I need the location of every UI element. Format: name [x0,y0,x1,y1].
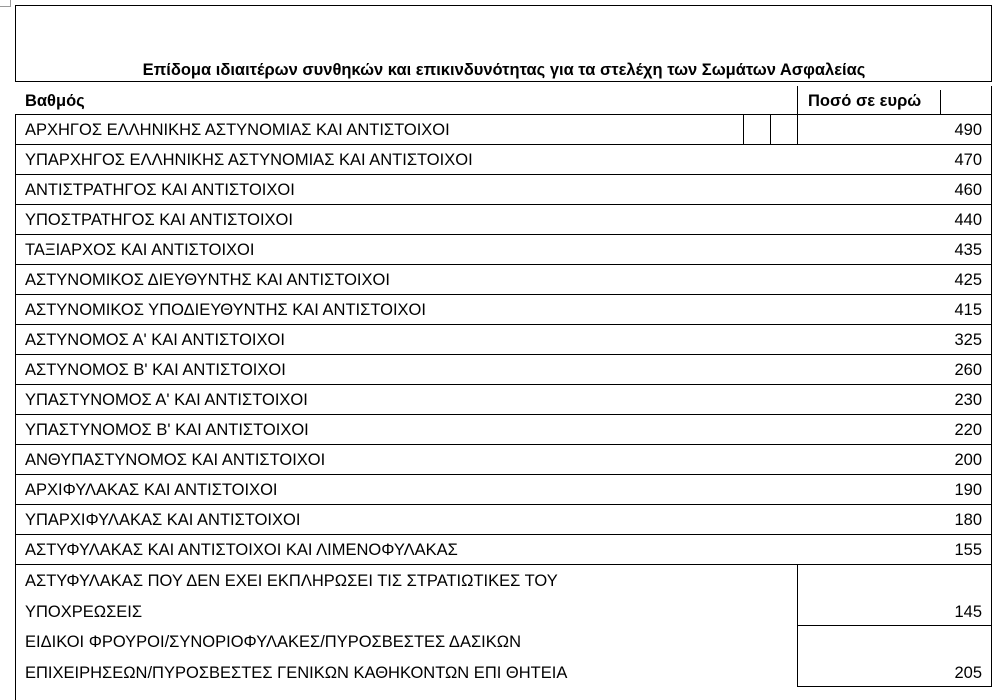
amount-cell-border [797,564,798,625]
border-line [743,114,744,145]
amount-cell-border [991,625,992,686]
border-line [15,564,16,700]
amount-value: 260 [954,361,982,379]
rank-label: ΑΣΤΥΝΟΜΟΣ Β' ΚΑΙ ΑΝΤΙΣΤΟΙΧΟΙ [25,361,286,379]
row-divider [15,474,992,475]
rank-label: ΑΡΧΗΓΟΣ ΕΛΛΗΝΙΚΗΣ ΑΣΤΥΝΟΜΙΑΣ ΚΑΙ ΑΝΤΙΣΤΟΙΧΟΙ [25,121,450,139]
row-divider [15,324,992,325]
rank-label: ΑΝΤΙΣΤΡΑΤΗΓΟΣ ΚΑΙ ΑΝΤΙΣΤΟΙΧΟΙ [25,181,295,199]
header-rank: Βαθμός [25,92,85,110]
rank-label: ΥΠΑΣΤΥΝΟΜΟΣ Β' ΚΑΙ ΑΝΤΙΣΤΟΙΧΟΙ [25,421,309,439]
row-divider [15,534,992,535]
row-divider [15,294,992,295]
border-line [15,81,992,82]
row-divider [15,354,992,355]
border-line [770,114,771,145]
amount-value: 230 [954,391,982,409]
border-line [15,5,16,82]
amount-value: 145 [954,603,982,621]
amount-value: 220 [954,421,982,439]
amount-value: 155 [954,541,982,559]
rank-label: ΥΠΑΡΧΙΦΥΛΑΚΑΣ ΚΑΙ ΑΝΤΙΣΤΟΙΧΟΙ [25,511,301,529]
table-title: Επίδομα ιδιαιτέρων συνθηκών και επικινδυνότητας για τα στελέχη των Σωμάτων Ασφαλείας [142,61,866,79]
corner-marker [0,0,11,7]
border-line [797,114,798,145]
rank-label: ΑΣΤΥΦΥΛΑΚΑΣ ΠΟΥ ΔΕΝ ΕΧΕΙ ΕΚΠΛΗΡΩΣΕΙ ΤΙΣ ΣΤΡΑΤΙΩΤΙΚΕΣ ΤΟΥ [25,572,558,590]
amount-value: 180 [954,511,982,529]
rank-label: ΥΠΟΧΡΕΩΣΕΙΣ [25,603,143,621]
border-line [991,114,992,565]
rank-label: ΑΣΤΥΝΟΜΙΚΟΣ ΥΠΟΔΙΕΥΘΥΝΤΗΣ ΚΑΙ ΑΝΤΙΣΤΟΙΧΟΙ [25,301,426,319]
row-divider [15,384,992,385]
amount-value: 435 [954,241,982,259]
rank-label: ΑΣΤΥΝΟΜΙΚΟΣ ΔΙΕΥΘΥΝΤΗΣ ΚΑΙ ΑΝΤΙΣΤΟΙΧΟΙ [25,271,390,289]
amount-value: 490 [954,121,982,139]
row-divider [15,414,992,415]
amount-value: 470 [954,151,982,169]
border-line [991,86,992,114]
rank-label: ΤΑΞΙΑΡΧΟΣ ΚΑΙ ΑΝΤΙΣΤΟΙΧΟΙ [25,241,255,259]
rank-label: ΕΙΔΙΚΟΙ ΦΡΟΥΡΟΙ/ΣΥΝΟΡΙΟΦΥΛΑΚΕΣ/ΠΥΡΟΣΒΕΣΤΕΣ ΔΑΣΙΚΩΝ [25,633,521,651]
rank-label: ΑΡΧΙΦΥΛΑΚΑΣ ΚΑΙ ΑΝΤΙΣΤΟΙΧΟΙ [25,481,278,499]
rank-label: ΑΣΤΥΦΥΛΑΚΑΣ ΚΑΙ ΑΝΤΙΣΤΟΙΧΟΙ ΚΑΙ ΛΙΜΕΝΟΦΥΛΑΚΑΣ [25,541,458,559]
amount-value: 190 [954,481,982,499]
rank-label: ΑΝΘΥΠΑΣΤΥΝΟΜΟΣ ΚΑΙ ΑΝΤΙΣΤΟΙΧΟΙ [25,451,326,469]
amount-cell-border [797,686,992,687]
amount-value: 460 [954,181,982,199]
rank-label: ΥΠΑΡΧΗΓΟΣ ΕΛΛΗΝΙΚΗΣ ΑΣΤΥΝΟΜΙΑΣ ΚΑΙ ΑΝΤΙΣΤΟΙΧΟΙ [25,151,473,169]
amount-value: 200 [954,451,982,469]
rank-label: ΕΠΙΧΕΙΡΗΣΕΩΝ/ΠΥΡΟΣΒΕΣΤΕΣ ΓΕΝΙΚΩΝ ΚΑΘΗΚΟΝΤΩΝ ΕΠΙ ΘΗΤΕΙΑ [25,664,568,682]
rank-label: ΥΠΟΣΤΡΑΤΗΓΟΣ ΚΑΙ ΑΝΤΙΣΤΟΙΧΟΙ [25,211,293,229]
row-divider [15,174,992,175]
amount-value: 205 [954,664,982,682]
rank-label: ΑΣΤΥΝΟΜΟΣ Α' ΚΑΙ ΑΝΤΙΣΤΟΙΧΟΙ [25,331,285,349]
border-line [991,5,992,82]
border-line [797,86,798,114]
header-amount: Ποσό σε ευρώ [808,92,922,110]
amount-value: 425 [954,271,982,289]
amount-cell-border [797,625,798,686]
amount-value: 440 [954,211,982,229]
amount-cell-border [991,564,992,625]
amount-cell-border [797,625,992,626]
border-line [15,114,992,115]
row-divider [15,204,992,205]
row-divider [15,144,992,145]
row-divider [15,444,992,445]
row-divider [15,264,992,265]
row-divider [15,234,992,235]
border-line [15,5,992,6]
row-divider [15,504,992,505]
amount-value: 415 [954,301,982,319]
rank-label: ΥΠΑΣΤΥΝΟΜΟΣ Α' ΚΑΙ ΑΝΤΙΣΤΟΙΧΟΙ [25,391,308,409]
amount-cell-border [797,564,992,565]
border-line [15,114,16,565]
amount-value: 325 [954,331,982,349]
border-line [940,90,941,114]
